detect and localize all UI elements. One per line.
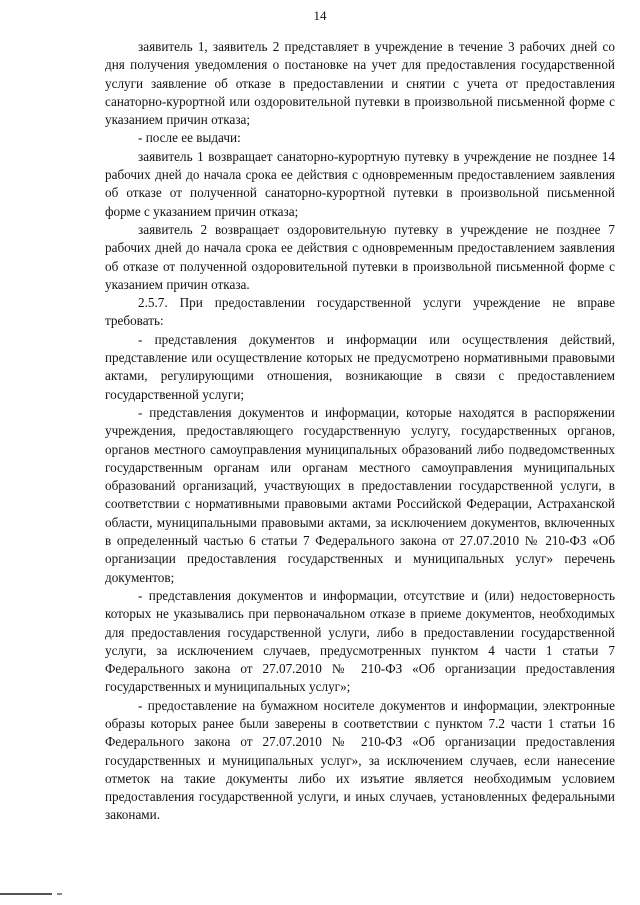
paragraph: заявитель 1 возвращает санаторно-курортную путевку в учреждение не позднее 14 рабочих дней до начала срока ее действия с одновременным предоставлением заявления об отказе от полученной санаторно-курортной путевки в произвольной письменной форме с указанием причин отказа; (105, 148, 615, 219)
paragraph: заявитель 1, заявитель 2 представляет в учреждение в течение 3 рабочих дней со дня получения уведомления о постановке на учет для предоставления государственной услуги заявление об отказе в предоставлении и снятии с учета от предоставления санаторно-курортной или оздоровительной путевки в произвольной письменной форме с указанием причин отказа; (105, 39, 615, 128)
paragraph: - предоставление на бумажном носителе документов и информации, электронные образы которых ранее были заверены в соответствии с пунктом 7.2 части 1 статьи 16 Федерального закона от 27.07.2010 № 210-ФЗ «Об организации предоставления государственных и муниципальных услуг», за исключением случаев, если нанесение отметок на такие документы либо их изъятие является необходимым условием предоставления государственной услуги, и иных случаев, установленных федеральными законами. (105, 697, 615, 823)
footer-scan-mark (0, 893, 52, 895)
paragraph: - представления документов и информации, отсутствие и (или) недостоверность которых не указывались при первоначальном отказе в приеме документов, необходимых для предоставления государственной услуги, либо в предоставлении государственной услуги, за исключением случаев, предусмотренных пунктом 4 части 1 статьи 7 Федерального закона от 27.07.2010 № 210-ФЗ «Об организации предоставления государственных и муниципальных услуг»; (105, 587, 615, 695)
paragraph: заявитель 2 возвращает оздоровительную путевку в учреждение не позднее 7 рабочих дней до начала срока ее действия с одновременным предоставлением заявления об отказе от полученной оздоровительной путевки в произвольной письменной форме с указанием причин отказа. (105, 221, 615, 292)
footer-scan-mark-small (57, 893, 62, 895)
paragraph: - представления документов и информации, которые находятся в распоряжении учреждения, предоставляющего государственную услугу, государственных органов, органов местного самоуправления муниципальных образований либо подведомственных государственным органам или органам местного самоуправления муниципальных образований организаций, участвующих в предоставлении государственной услуги, в соответствии с нормативными правовыми актами Российской Федерации, Астраханской области, муниципальными правовыми актами, за исключением документов, включенных в определенный частью 6 статьи 7 Федерального закона от 27.07.2010 № 210-ФЗ «Об организации предоставления государственных и муниципальных услуг» перечень документов; (105, 404, 615, 585)
paragraph: - после ее выдачи: (138, 130, 241, 146)
paragraph: - представления документов и информации или осуществления действий, представление или осуществление которых не предусмотрено нормативными правовыми актами, регулирующими отношения, возникающие в связи с предоставлением государственной услуги; (105, 331, 615, 402)
page-number: 14 (313, 8, 327, 23)
body-text (105, 38, 615, 825)
paragraph: 2.5.7. При предоставлении государственной услуги учреждение не вправе требовать: (105, 295, 615, 329)
